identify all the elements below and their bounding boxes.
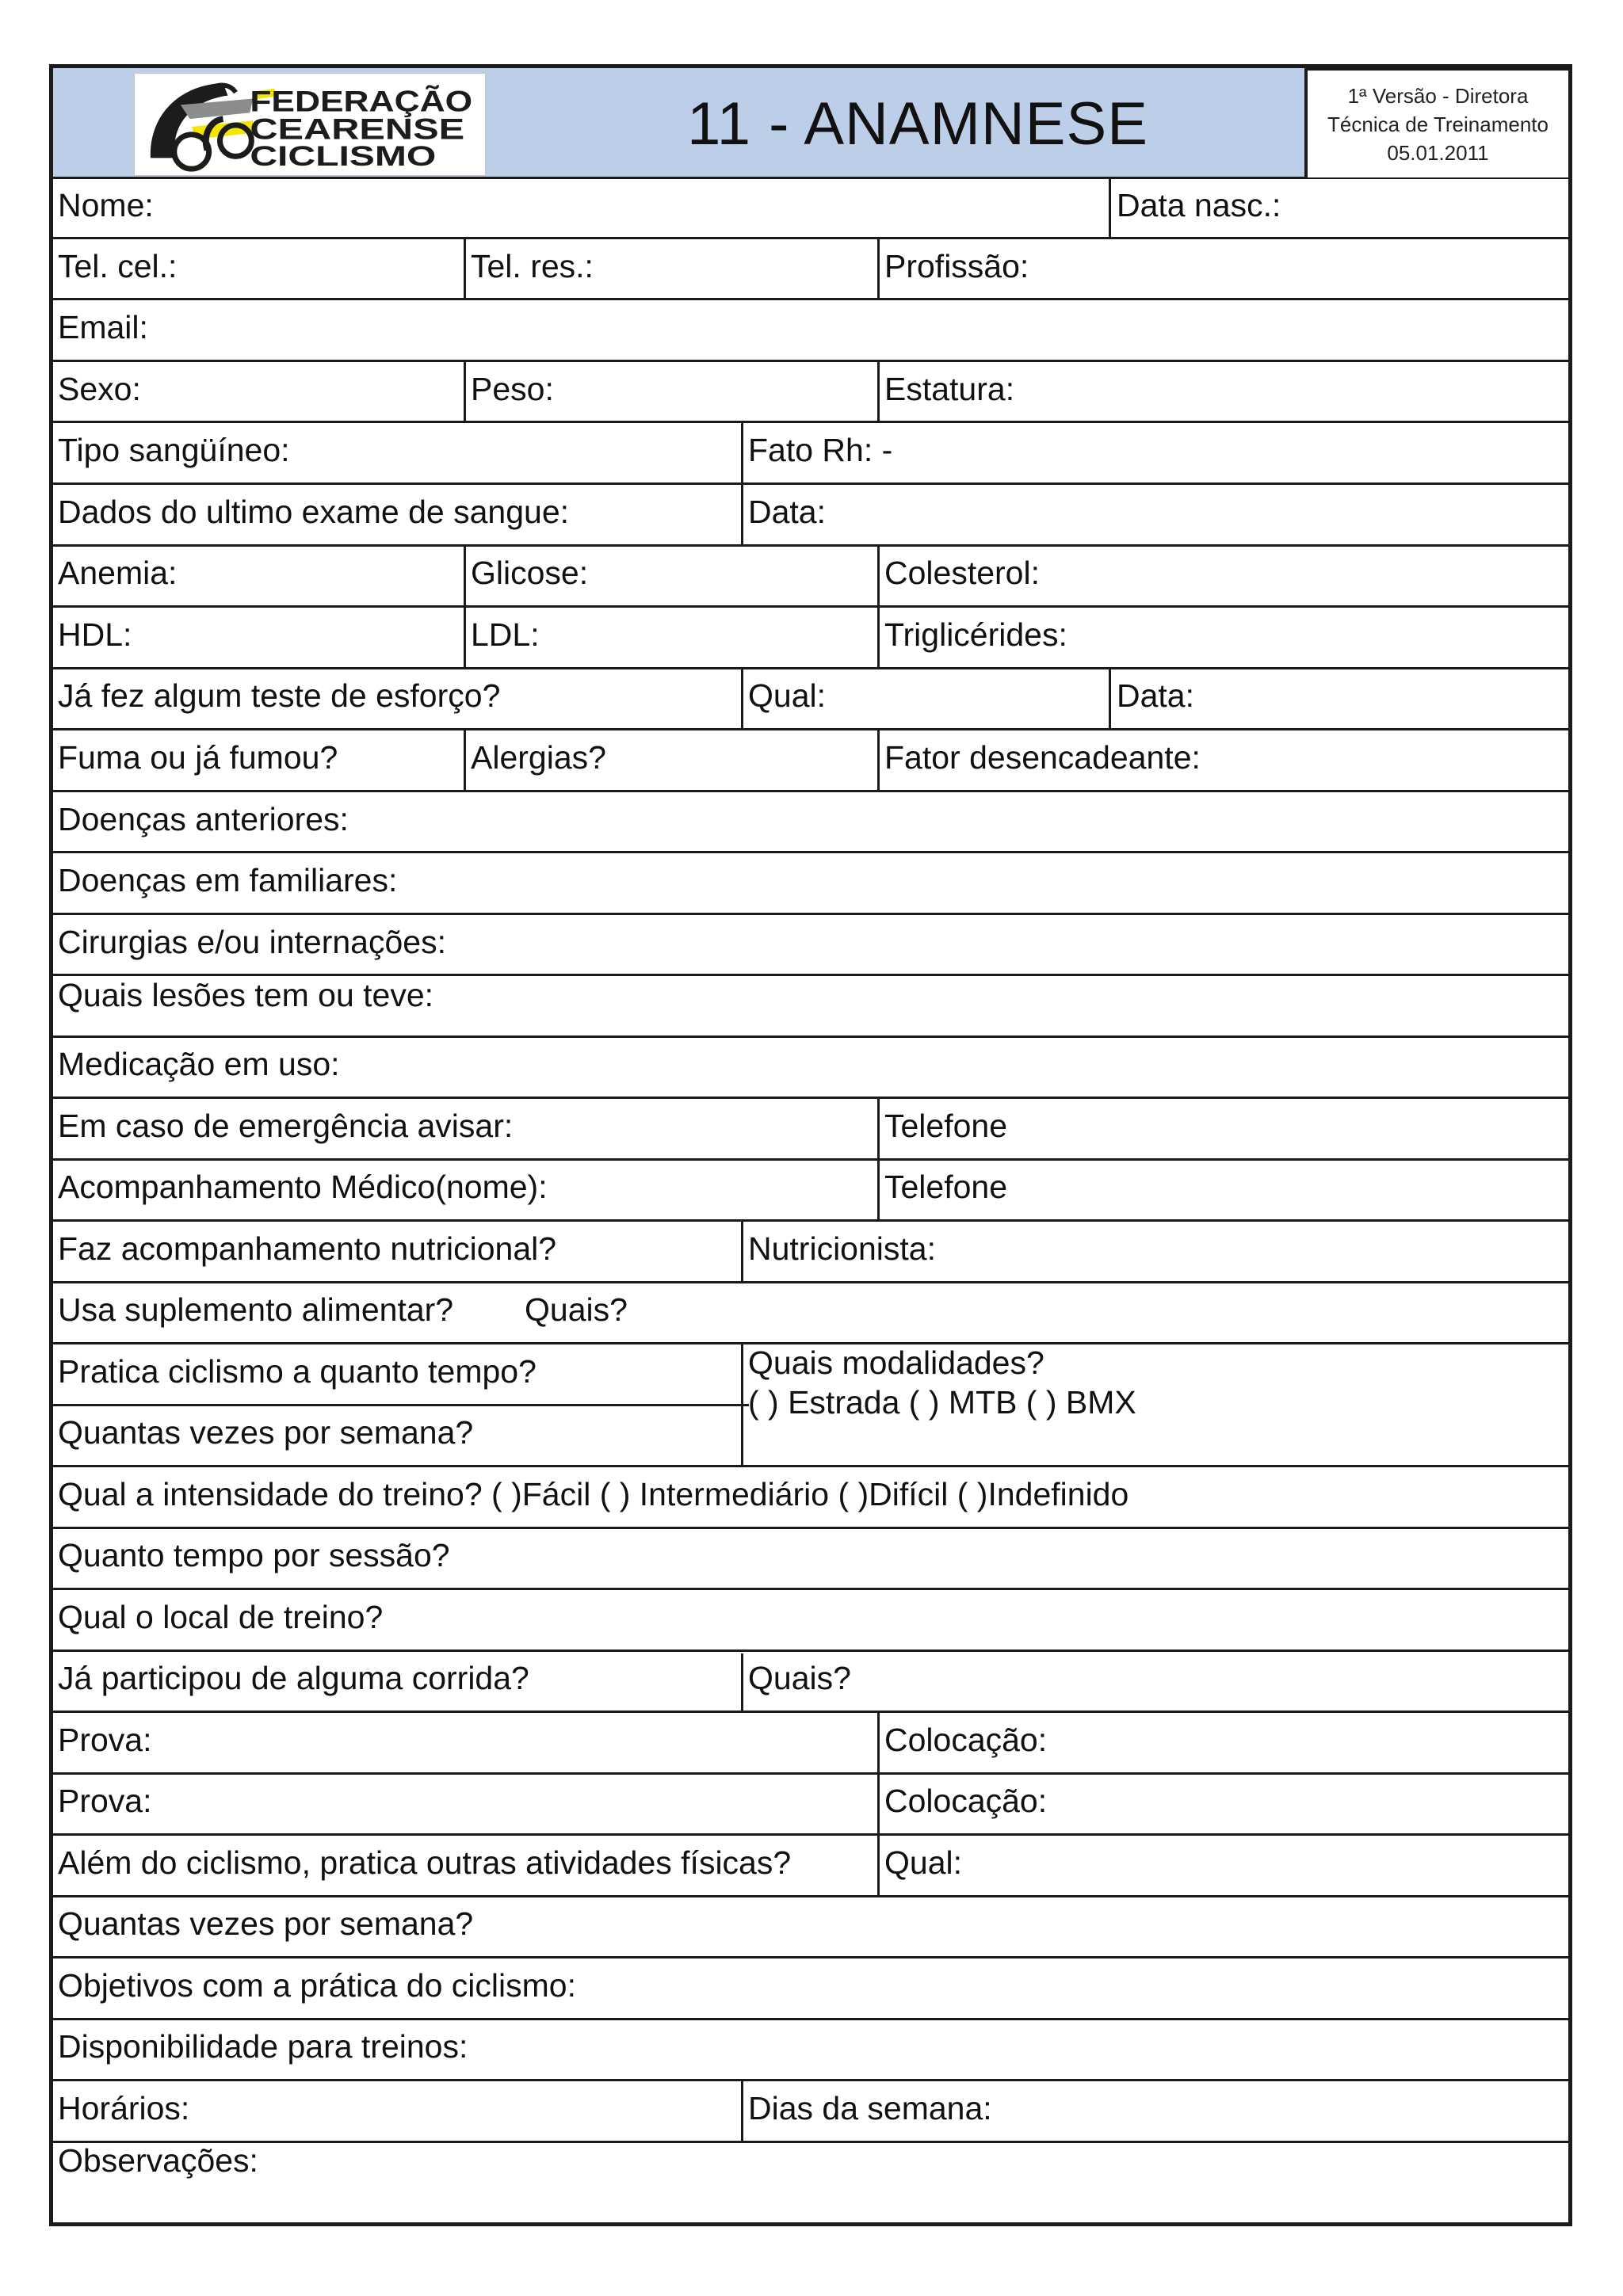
svg-text:CEARENSE: CEARENSE: [250, 112, 465, 146]
data-teste-label: Data:: [1117, 677, 1194, 714]
federation-logo: [134, 73, 486, 176]
teste-esforco-label: Já fez algum teste de esforço?: [58, 677, 501, 714]
glicose-label: Glicose:: [471, 555, 589, 591]
page-title: 11 - ANAMNESE: [687, 90, 1148, 158]
hdl-label: HDL:: [58, 616, 132, 653]
data-nasc-label: Data nasc.:: [1117, 187, 1281, 223]
doencas-familiares-label: Doenças em familiares:: [58, 862, 398, 898]
fator-label: Fator desencadeante:: [884, 739, 1201, 776]
nome-label: Nome:: [58, 187, 154, 223]
fuma-label: Fuma ou já fumou?: [58, 739, 338, 776]
participou-corrida-label: Já participou de alguma corrida?: [58, 1660, 529, 1696]
ldl-label: LDL:: [471, 616, 540, 653]
medicacao-label: Medicação em uso:: [58, 1046, 340, 1082]
pratica-tempo-label: Pratica ciclismo a quanto tempo?: [58, 1353, 537, 1390]
lesoes-label: Quais lesões tem ou teve:: [58, 977, 434, 1013]
dias-semana-label: Dias da semana:: [748, 2090, 992, 2126]
intensidade-label: Qual a intensidade do treino? ( )Fácil ( ) Intermediário ( )Difícil ( )Indefinido: [58, 1476, 1129, 1512]
tel-res-label: Tel. res.:: [471, 248, 594, 284]
quais-modalidades-label: Quais modalidades?: [748, 1344, 1044, 1381]
sexo-label: Sexo:: [58, 371, 141, 407]
observacoes-label: Observações:: [58, 2142, 258, 2179]
tel-cel-label: Tel. cel.:: [58, 248, 178, 284]
objetivos-label: Objetivos com a prática do ciclismo:: [58, 1967, 576, 2004]
horarios-label: Horários:: [58, 2090, 190, 2126]
acompanhamento-nutricional-label: Faz acompanhamento nutricional?: [58, 1230, 557, 1267]
dados-exame-label: Dados do ultimo exame de sangue:: [58, 494, 570, 530]
qual-teste-label: Qual:: [748, 677, 826, 714]
anemia-label: Anemia:: [58, 555, 178, 591]
data-exame-label: Data:: [748, 494, 826, 530]
emergencia-label: Em caso de emergência avisar:: [58, 1108, 514, 1144]
profissao-label: Profissão:: [884, 248, 1029, 284]
fato-rh-label: Fato Rh: -: [748, 432, 893, 468]
qual-atividade-label: Qual:: [884, 1844, 962, 1881]
local-treino-label: Qual o local de treino?: [58, 1599, 384, 1635]
svg-text:FEDERAÇÃO: FEDERAÇÃO: [250, 84, 473, 118]
acompanhamento-medico-label: Acompanhamento Médico(nome):: [58, 1169, 548, 1205]
colocacao-1-label: Colocação:: [884, 1722, 1048, 1758]
telefone-emergencia-label: Telefone: [884, 1108, 1008, 1144]
estatura-label: Estatura:: [884, 371, 1015, 407]
vezes-semana-ciclismo-label: Quantas vezes por semana?: [58, 1414, 474, 1451]
version-note: [1304, 68, 1568, 177]
tipo-sanguineo-label: Tipo sangüíneo:: [58, 432, 290, 468]
vezes-semana-atividade-label: Quantas vezes por semana?: [58, 1905, 474, 1942]
version-line-2: Técnica de Treinamento: [1327, 112, 1549, 136]
colesterol-label: Colesterol:: [884, 555, 1040, 591]
svg-text:CICLISMO: CICLISMO: [250, 140, 437, 173]
prova-2-label: Prova:: [58, 1783, 152, 1819]
cycling-logo-icon: [135, 74, 485, 175]
suplemento-label: Usa suplemento alimentar?: [58, 1291, 454, 1328]
alergias-label: Alergias?: [471, 739, 606, 776]
outras-atividades-label: Além do ciclismo, pratica outras atividades físicas?: [58, 1844, 792, 1881]
version-line-1: 1ª Versão - Diretora: [1347, 83, 1529, 108]
email-label: Email:: [58, 309, 148, 345]
quais-suplementos-label: Quais?: [525, 1291, 628, 1328]
triglicerides-label: Triglicérides:: [884, 616, 1067, 653]
telefone-medico-label: Telefone: [884, 1169, 1008, 1205]
disponibilidade-label: Disponibilidade para treinos:: [58, 2028, 468, 2065]
doencas-anteriores-label: Doenças anteriores:: [58, 801, 349, 837]
cirurgias-label: Cirurgias e/ou internações:: [58, 924, 446, 960]
quais-corridas-label: Quais?: [748, 1660, 851, 1696]
version-date: 05.01.2011: [1387, 140, 1489, 165]
prova-1-label: Prova:: [58, 1722, 152, 1758]
colocacao-2-label: Colocação:: [884, 1783, 1048, 1819]
tempo-sessao-label: Quanto tempo por sessão?: [58, 1537, 450, 1573]
nutricionista-label: Nutricionista:: [748, 1230, 936, 1267]
anamnese-form: [49, 64, 1572, 2226]
peso-label: Peso:: [471, 371, 554, 407]
modalidades-options: ( ) Estrada ( ) MTB ( ) BMX: [748, 1384, 1136, 1421]
